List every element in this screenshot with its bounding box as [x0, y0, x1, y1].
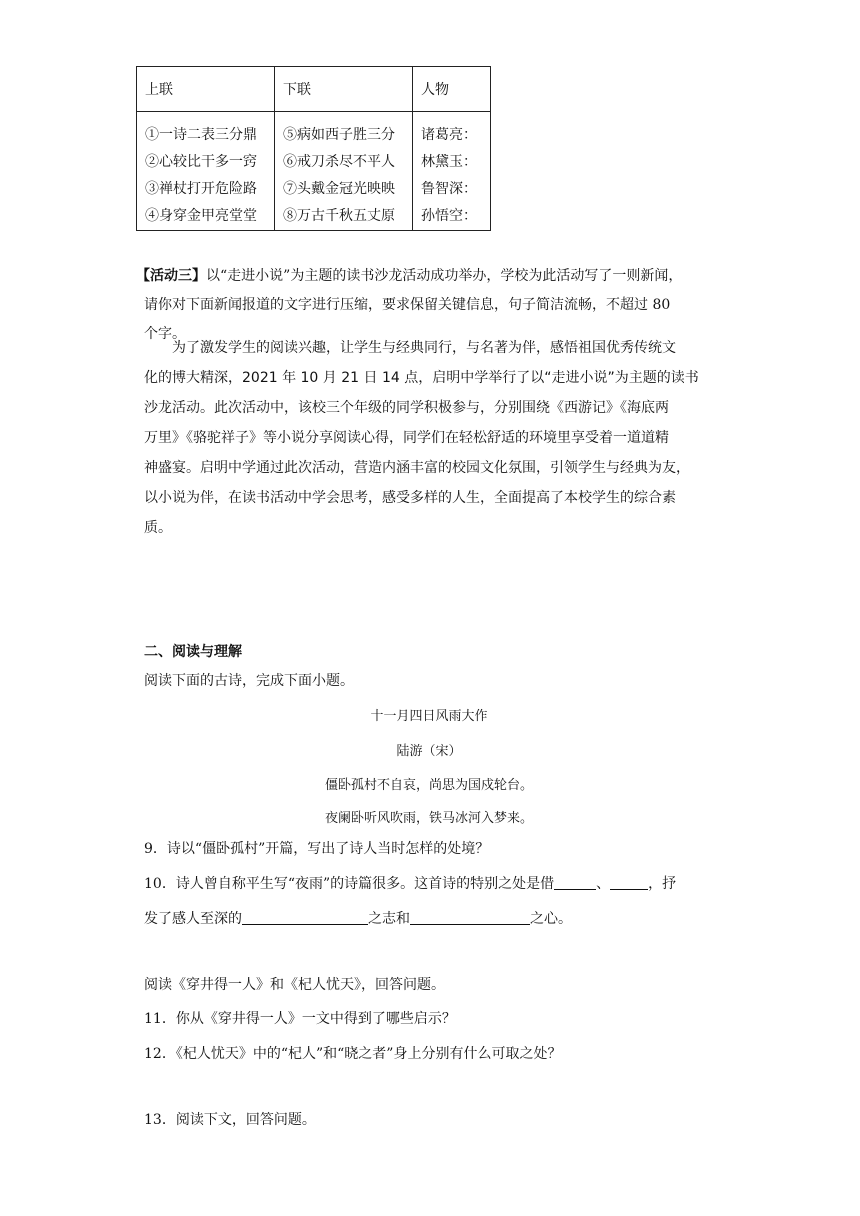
lower-item: ⑥戒刀杀尽不平人 [283, 154, 395, 170]
q10-text: 之心。 [530, 911, 572, 927]
answer-blank[interactable] [554, 875, 596, 890]
news-line: 万里》《骆驼祥子》等小说分享阅读心得，同学们在轻松舒适的环境里享受着一道道精 [144, 430, 669, 446]
question-10 [144, 873, 676, 893]
q10-text: 、 [596, 876, 611, 892]
upper-column [137, 112, 275, 231]
poem-line: 僵卧孤村不自哀，尚思为国戍轮台。 [324, 778, 533, 793]
header-upper: 上联 [137, 67, 275, 112]
q10-text: ，抒 [648, 876, 677, 892]
section-title: 二、阅读与理解 [144, 644, 242, 660]
activity3-line: 个字。 [144, 326, 186, 342]
q10-text: 之志和 [368, 911, 410, 927]
answer-blank[interactable] [410, 910, 530, 925]
question-11: 11．你从《穿井得一人》一文中得到了哪些启示？ [144, 1011, 456, 1027]
header-lower: 下联 [275, 67, 413, 112]
activity3-label: 【活动三】 [136, 268, 206, 284]
table-header-row [137, 67, 491, 112]
upper-item: ③禅杖打开危险路 [145, 181, 257, 197]
activity3-line: 以“走进小说”为主题的读书沙龙活动成功举办，学校为此活动写了一则新闻， [206, 268, 683, 284]
answer-blank[interactable] [610, 875, 648, 890]
question-9: 9．诗以“僵卧孤村”开篇，写出了诗人当时怎样的处境？ [144, 841, 490, 857]
q10-text: 10．诗人曾自称平生写“夜雨”的诗篇很多。这首诗的特别之处是借 [144, 876, 555, 892]
upper-item: ②心较比干多一窍 [145, 154, 257, 170]
poem-line: 夜阑卧听风吹雨，铁马冰河入梦来。 [324, 811, 533, 826]
news-line: 以小说为伴，在读书活动中学会思考，感受多样的人生，全面提高了本校学生的综合素 [144, 490, 676, 506]
person-item: 鲁智深： [421, 181, 477, 197]
reading-intro: 阅读《穿井得一人》和《杞人忧天》，回答问题。 [144, 977, 445, 993]
news-line: 化的博大精深，2021 年 10 月 21 日 14 点，启明中学举行了以“走进小说”为主题的读书 [144, 370, 699, 386]
question-12: 12．《杞人忧天》中的“杞人”和“晓之者”身上分别有什么可取之处？ [144, 1046, 562, 1062]
lower-item: ⑤病如西子胜三分 [283, 127, 395, 143]
news-line: 神盛宴。启明中学通过此次活动，营造内涵丰富的校园文化氛围，引领学生与经典为友， [144, 460, 690, 476]
lower-column [275, 112, 413, 231]
answer-blank[interactable] [242, 910, 368, 925]
lower-item: ⑧万古千秋五丈原 [283, 208, 395, 224]
activity3-line: 请你对下面新闻报道的文字进行压缩，要求保留关键信息，句子简洁流畅，不超过 80 [144, 297, 671, 313]
person-item: 林黛玉： [421, 154, 477, 170]
question-13: 13．阅读下文，回答问题。 [144, 1112, 316, 1128]
couplet-table [136, 66, 491, 231]
q10-text: 发了感人至深的 [144, 911, 242, 927]
news-line: 为了激发学生的阅读兴趣，让学生与经典同行，与名著为伴，感悟祖国优秀传统文 [144, 340, 676, 356]
news-paragraph [144, 333, 724, 543]
lower-item: ⑦头戴金冠光映映 [283, 181, 395, 197]
people-column [413, 112, 491, 231]
poem-title: 十一月四日风雨大作 [370, 709, 488, 724]
header-people: 人物 [413, 67, 491, 112]
question-10-cont [144, 908, 572, 928]
news-line: 沙龙活动。此次活动中，该校三个年级的同学积极参与，分别围绕《西游记》《海底两 [144, 400, 669, 416]
poem-author: 陆游（宋） [396, 744, 462, 759]
news-line: 质。 [144, 520, 172, 536]
table-row [137, 112, 491, 231]
section-intro: 阅读下面的古诗，完成下面小题。 [144, 673, 354, 689]
person-item: 孙悟空： [421, 208, 477, 224]
upper-item: ①一诗二表三分鼎 [145, 127, 257, 143]
upper-item: ④身穿金甲亮堂堂 [145, 208, 257, 224]
person-item: 诸葛亮： [421, 127, 477, 143]
